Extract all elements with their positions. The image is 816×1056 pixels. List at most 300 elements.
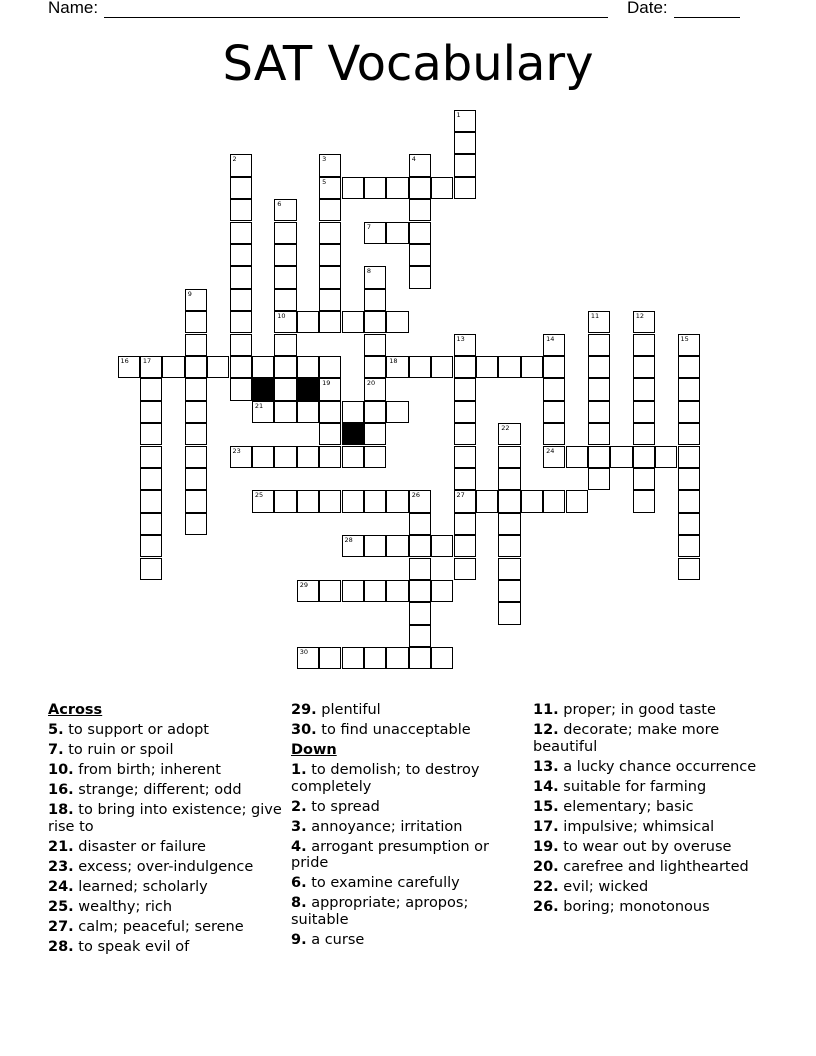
clue-text: to ruin or spoil xyxy=(63,742,174,758)
grid-cell[interactable] xyxy=(319,222,341,244)
grid-cell[interactable] xyxy=(140,378,162,400)
down-clue xyxy=(533,879,769,896)
grid-cell[interactable] xyxy=(274,266,296,288)
grid-cell[interactable] xyxy=(678,423,700,445)
grid-cell[interactable] xyxy=(364,356,386,378)
grid-cell[interactable] xyxy=(678,378,700,400)
clue-number: 9 xyxy=(187,289,192,298)
clue-label: 27. xyxy=(48,918,74,935)
down-clue xyxy=(533,722,769,755)
grid-cell[interactable] xyxy=(364,311,386,333)
clue-text: excess; over-indulgence xyxy=(73,858,254,875)
grid-cell[interactable] xyxy=(140,558,162,580)
grid-cell[interactable] xyxy=(409,602,431,624)
grid-cell[interactable] xyxy=(454,513,476,535)
grid-cell[interactable] xyxy=(230,154,252,176)
across-clue xyxy=(48,879,284,896)
grid-cell[interactable] xyxy=(633,334,655,356)
clue-label: 14. xyxy=(533,778,559,795)
grid-cell[interactable] xyxy=(185,468,207,490)
grid-cell[interactable] xyxy=(274,446,296,468)
clue-number: 16 xyxy=(120,356,129,365)
grid-cell[interactable] xyxy=(230,334,252,356)
clue-number: 18 xyxy=(389,356,398,365)
grid-cell[interactable] xyxy=(342,647,364,669)
grid-cell[interactable] xyxy=(319,266,341,288)
grid-cell[interactable] xyxy=(454,132,476,154)
clue-label: 13. xyxy=(533,758,559,775)
grid-cell[interactable] xyxy=(409,199,431,221)
clue-number: 8 xyxy=(366,267,372,276)
grid-cell[interactable] xyxy=(386,177,408,199)
grid-cell[interactable] xyxy=(274,401,296,423)
grid-cell[interactable] xyxy=(633,468,655,490)
black-square xyxy=(297,378,319,400)
grid-cell[interactable] xyxy=(543,490,565,512)
down-clue xyxy=(291,819,527,836)
clue-label: 30. xyxy=(291,722,317,738)
black-square xyxy=(342,423,364,445)
grid-cell[interactable] xyxy=(543,423,565,445)
clue-text: to bring into existence; give rise to xyxy=(48,802,282,835)
clue-number: 15 xyxy=(680,334,689,343)
clue-label: 19. xyxy=(533,838,559,855)
grid-cell[interactable] xyxy=(409,356,431,378)
grid-cell[interactable] xyxy=(409,625,431,647)
grid-cell[interactable] xyxy=(409,580,431,602)
clue-label: 1. xyxy=(291,762,307,778)
grid-cell[interactable] xyxy=(364,334,386,356)
grid-cell[interactable] xyxy=(588,446,610,468)
clue-number: 10 xyxy=(277,312,286,321)
clue-label: 18. xyxy=(48,802,74,818)
clue-label: 12. xyxy=(533,722,559,738)
grid-cell[interactable] xyxy=(274,356,296,378)
clue-label: 25. xyxy=(48,898,74,915)
clue-number: 30 xyxy=(299,648,308,657)
clue-label: 3. xyxy=(291,818,307,835)
grid-cell[interactable] xyxy=(342,311,364,333)
grid-cell[interactable] xyxy=(364,647,386,669)
grid-cell[interactable] xyxy=(498,535,520,557)
grid-cell[interactable] xyxy=(297,647,319,669)
down-clue xyxy=(533,819,769,836)
across-clue xyxy=(48,782,284,799)
grid-cell[interactable] xyxy=(252,490,274,512)
date-label: Date: xyxy=(627,0,668,17)
grid-cell[interactable] xyxy=(252,356,274,378)
grid-cell[interactable] xyxy=(342,580,364,602)
clue-label: 7. xyxy=(48,742,64,758)
grid-cell[interactable] xyxy=(342,446,364,468)
clues-column-2 xyxy=(291,702,527,952)
grid-cell[interactable] xyxy=(274,222,296,244)
grid-cell[interactable] xyxy=(386,647,408,669)
grid-cell[interactable] xyxy=(118,356,140,378)
grid-cell[interactable] xyxy=(319,244,341,266)
grid-cell[interactable] xyxy=(431,647,453,669)
grid-cell[interactable] xyxy=(633,401,655,423)
clue-number: 24 xyxy=(546,446,555,455)
clue-label: 11. xyxy=(533,702,559,718)
grid-cell[interactable] xyxy=(364,222,386,244)
clue-number: 21 xyxy=(254,401,264,410)
grid-cell[interactable] xyxy=(454,558,476,580)
grid-cell[interactable] xyxy=(454,535,476,557)
clue-number: 3 xyxy=(322,155,327,164)
down-clue xyxy=(533,759,769,776)
grid-cell[interactable] xyxy=(633,356,655,378)
down-clue xyxy=(291,799,527,816)
grid-cell[interactable] xyxy=(364,446,386,468)
grid-cell[interactable] xyxy=(364,535,386,557)
clue-label: 21. xyxy=(48,838,74,855)
grid-cell[interactable] xyxy=(319,446,341,468)
grid-cell[interactable] xyxy=(386,222,408,244)
clue-label: 5. xyxy=(48,722,64,738)
clue-number: 1 xyxy=(456,110,461,119)
clues-column-1 xyxy=(48,702,284,959)
grid-cell[interactable] xyxy=(543,401,565,423)
down-clue xyxy=(533,899,769,916)
grid-cell[interactable] xyxy=(274,289,296,311)
clue-label: 9. xyxy=(291,931,307,948)
grid-cell[interactable] xyxy=(185,401,207,423)
clue-label: 15. xyxy=(533,798,559,815)
grid-cell[interactable] xyxy=(185,356,207,378)
grid-cell[interactable] xyxy=(678,468,700,490)
grid-cell[interactable] xyxy=(543,334,565,356)
grid-cell[interactable] xyxy=(140,423,162,445)
clue-number: 13 xyxy=(456,334,465,343)
grid-cell[interactable] xyxy=(409,513,431,535)
clue-text: from birth; inherent xyxy=(73,762,221,778)
grid-cell[interactable] xyxy=(319,311,341,333)
grid-cell[interactable] xyxy=(409,558,431,580)
clue-text: disaster or failure xyxy=(73,838,206,855)
grid-cell[interactable] xyxy=(431,356,453,378)
grid-cell[interactable] xyxy=(319,177,341,199)
grid-cell[interactable] xyxy=(140,513,162,535)
grid-cell[interactable] xyxy=(185,513,207,535)
grid-cell[interactable] xyxy=(610,446,632,468)
grid-cell[interactable] xyxy=(319,154,341,176)
across-heading: Across xyxy=(48,702,103,718)
grid-cell[interactable] xyxy=(543,446,565,468)
grid-cell[interactable] xyxy=(678,334,700,356)
grid-cell[interactable] xyxy=(521,356,543,378)
clue-number: 19 xyxy=(322,379,331,388)
grid-cell[interactable] xyxy=(498,580,520,602)
grid-cell[interactable] xyxy=(633,423,655,445)
grid-cell[interactable] xyxy=(342,490,364,512)
clue-text: a curse xyxy=(306,931,365,948)
grid-cell[interactable] xyxy=(678,558,700,580)
grid-cell[interactable] xyxy=(230,266,252,288)
down-clue xyxy=(533,859,769,876)
grid-cell[interactable] xyxy=(409,244,431,266)
grid-cell[interactable] xyxy=(364,177,386,199)
grid-cell[interactable] xyxy=(543,356,565,378)
grid-cell[interactable] xyxy=(498,446,520,468)
grid-cell[interactable] xyxy=(498,356,520,378)
grid-cell[interactable] xyxy=(633,446,655,468)
grid-cell[interactable] xyxy=(319,378,341,400)
grid-cell[interactable] xyxy=(230,356,252,378)
grid-cell[interactable] xyxy=(185,423,207,445)
grid-cell[interactable] xyxy=(342,535,364,557)
grid-cell[interactable] xyxy=(386,356,408,378)
grid-cell[interactable] xyxy=(185,334,207,356)
grid-cell[interactable] xyxy=(364,266,386,288)
clue-text: elementary; basic xyxy=(558,798,694,815)
grid-cell[interactable] xyxy=(140,490,162,512)
clue-text: calm; peaceful; serene xyxy=(73,918,244,935)
grid-cell[interactable] xyxy=(297,580,319,602)
clue-text: to find unacceptable xyxy=(316,722,471,738)
grid-cell[interactable] xyxy=(297,356,319,378)
grid-cell[interactable] xyxy=(409,535,431,557)
grid-cell[interactable] xyxy=(364,490,386,512)
grid-cell[interactable] xyxy=(230,244,252,266)
grid-cell[interactable] xyxy=(566,490,588,512)
clue-number: 22 xyxy=(501,424,510,433)
grid-cell[interactable] xyxy=(476,356,498,378)
across-clue xyxy=(48,742,284,759)
clue-number: 4 xyxy=(411,155,416,164)
across-clue xyxy=(48,859,284,876)
grid-cell[interactable] xyxy=(274,378,296,400)
across-clue xyxy=(48,919,284,936)
grid-cell[interactable] xyxy=(274,334,296,356)
grid-cell[interactable] xyxy=(476,490,498,512)
grid-cell[interactable] xyxy=(297,401,319,423)
black-square xyxy=(252,378,274,400)
grid-cell[interactable] xyxy=(521,490,543,512)
grid-cell[interactable] xyxy=(140,446,162,468)
clue-number: 28 xyxy=(344,536,353,545)
across-clue xyxy=(48,939,284,956)
grid-cell[interactable] xyxy=(364,423,386,445)
grid-cell[interactable] xyxy=(588,423,610,445)
grid-cell[interactable] xyxy=(588,311,610,333)
grid-cell[interactable] xyxy=(140,401,162,423)
clue-number: 26 xyxy=(411,491,420,500)
down-clue xyxy=(533,702,769,719)
grid-cell[interactable] xyxy=(498,513,520,535)
across-clue xyxy=(48,899,284,916)
clue-text: to support or adopt xyxy=(63,722,209,738)
grid-cell[interactable] xyxy=(297,311,319,333)
grid-cell[interactable] xyxy=(274,311,296,333)
down-clue-list-continued xyxy=(533,702,769,915)
clue-text: carefree and lighthearted xyxy=(558,858,749,875)
grid-cell[interactable] xyxy=(207,356,229,378)
grid-cell[interactable] xyxy=(633,490,655,512)
grid-cell[interactable] xyxy=(364,580,386,602)
clue-text: plentiful xyxy=(316,702,381,718)
grid-cell[interactable] xyxy=(409,266,431,288)
grid-cell[interactable] xyxy=(454,446,476,468)
grid-cell[interactable] xyxy=(319,490,341,512)
grid-cell[interactable] xyxy=(498,558,520,580)
clue-label: 10. xyxy=(48,762,74,778)
grid-cell[interactable] xyxy=(297,446,319,468)
down-clue xyxy=(533,779,769,796)
clue-text: to examine carefully xyxy=(306,875,460,891)
grid-cell[interactable] xyxy=(319,423,341,445)
grid-cell[interactable] xyxy=(230,311,252,333)
grid-cell[interactable] xyxy=(230,378,252,400)
grid-cell[interactable] xyxy=(140,356,162,378)
grid-cell[interactable] xyxy=(319,647,341,669)
clue-label: 17. xyxy=(533,818,559,835)
clue-text: appropriate; apropos; suitable xyxy=(291,895,469,928)
grid-cell[interactable] xyxy=(364,378,386,400)
grid-cell[interactable] xyxy=(678,356,700,378)
grid-cell[interactable] xyxy=(454,490,476,512)
grid-cell[interactable] xyxy=(319,356,341,378)
grid-cell[interactable] xyxy=(364,289,386,311)
grid-cell[interactable] xyxy=(633,378,655,400)
clue-label: 6. xyxy=(291,875,307,891)
grid-cell[interactable] xyxy=(454,378,476,400)
grid-cell[interactable] xyxy=(431,580,453,602)
across-clue xyxy=(291,722,527,739)
grid-cell[interactable] xyxy=(454,356,476,378)
grid-cell[interactable] xyxy=(655,446,677,468)
clue-label: 8. xyxy=(291,895,307,911)
grid-cell[interactable] xyxy=(543,378,565,400)
grid-cell[interactable] xyxy=(230,289,252,311)
grid-cell[interactable] xyxy=(386,401,408,423)
grid-cell[interactable] xyxy=(409,490,431,512)
grid-cell[interactable] xyxy=(386,580,408,602)
grid-cell[interactable] xyxy=(454,423,476,445)
grid-cell[interactable] xyxy=(185,378,207,400)
grid-cell[interactable] xyxy=(140,535,162,557)
grid-cell[interactable] xyxy=(588,356,610,378)
clue-text: evil; wicked xyxy=(558,878,649,895)
down-clue-list xyxy=(291,762,527,948)
grid-cell[interactable] xyxy=(678,401,700,423)
grid-cell[interactable] xyxy=(230,446,252,468)
grid-cell[interactable] xyxy=(588,378,610,400)
clue-text: impulsive; whimsical xyxy=(558,818,715,835)
grid-cell[interactable] xyxy=(454,334,476,356)
grid-cell[interactable] xyxy=(409,647,431,669)
grid-cell[interactable] xyxy=(431,535,453,557)
grid-cell[interactable] xyxy=(566,446,588,468)
clue-text: arrogant presumption or pride xyxy=(291,838,489,871)
grid-cell[interactable] xyxy=(498,423,520,445)
clue-text: to spread xyxy=(306,798,380,815)
clue-number: 6 xyxy=(277,200,282,209)
clue-label: 28. xyxy=(48,938,74,955)
grid-cell[interactable] xyxy=(319,199,341,221)
grid-cell[interactable] xyxy=(274,199,296,221)
clue-number: 29 xyxy=(299,580,308,589)
grid-cell[interactable] xyxy=(140,468,162,490)
grid-cell[interactable] xyxy=(386,535,408,557)
clue-number: 12 xyxy=(635,312,644,321)
grid-cell[interactable] xyxy=(454,401,476,423)
grid-cell[interactable] xyxy=(252,446,274,468)
across-clue xyxy=(48,762,284,779)
grid-cell[interactable] xyxy=(431,177,453,199)
clue-label: 20. xyxy=(533,858,559,875)
grid-cell[interactable] xyxy=(498,468,520,490)
clue-label: 2. xyxy=(291,798,307,815)
grid-cell[interactable] xyxy=(454,154,476,176)
grid-cell[interactable] xyxy=(185,446,207,468)
grid-cell[interactable] xyxy=(319,289,341,311)
grid-cell[interactable] xyxy=(386,311,408,333)
grid-cell[interactable] xyxy=(364,401,386,423)
grid-cell[interactable] xyxy=(185,490,207,512)
grid-cell[interactable] xyxy=(454,177,476,199)
grid-cell[interactable] xyxy=(274,244,296,266)
clue-text: learned; scholarly xyxy=(73,878,208,895)
grid-cell[interactable] xyxy=(409,222,431,244)
grid-cell[interactable] xyxy=(342,401,364,423)
grid-cell[interactable] xyxy=(319,580,341,602)
down-clue xyxy=(291,932,527,949)
grid-cell[interactable] xyxy=(252,401,274,423)
clue-label: 24. xyxy=(48,878,74,895)
grid-cell[interactable] xyxy=(185,289,207,311)
clue-label: 23. xyxy=(48,858,74,875)
grid-cell[interactable] xyxy=(678,446,700,468)
down-clue xyxy=(291,839,527,872)
grid-cell[interactable] xyxy=(274,490,296,512)
grid-cell[interactable] xyxy=(678,490,700,512)
grid-cell[interactable] xyxy=(678,535,700,557)
clue-text: suitable for farming xyxy=(558,778,707,795)
grid-cell[interactable] xyxy=(230,199,252,221)
grid-cell[interactable] xyxy=(319,401,341,423)
grid-cell[interactable] xyxy=(409,177,431,199)
grid-cell[interactable] xyxy=(230,222,252,244)
clues-column-3 xyxy=(533,702,769,919)
grid-cell[interactable] xyxy=(342,177,364,199)
clue-text: to speak evil of xyxy=(73,938,190,955)
name-label: Name: xyxy=(48,0,99,17)
grid-cell[interactable] xyxy=(633,311,655,333)
clue-text: wealthy; rich xyxy=(73,898,173,915)
grid-cell[interactable] xyxy=(498,602,520,624)
grid-cell[interactable] xyxy=(185,311,207,333)
grid-cell[interactable] xyxy=(386,490,408,512)
grid-cell[interactable] xyxy=(454,468,476,490)
clue-text: boring; monotonous xyxy=(558,898,710,915)
grid-cell[interactable] xyxy=(454,110,476,132)
clue-label: 29. xyxy=(291,702,317,718)
across-clue xyxy=(48,722,284,739)
across-clue-list xyxy=(48,722,284,955)
grid-cell[interactable] xyxy=(498,490,520,512)
grid-cell[interactable] xyxy=(588,334,610,356)
grid-cell[interactable] xyxy=(162,356,184,378)
grid-cell[interactable] xyxy=(588,468,610,490)
grid-cell[interactable] xyxy=(588,401,610,423)
grid-cell[interactable] xyxy=(230,177,252,199)
clue-text: decorate; make more beautiful xyxy=(533,722,720,755)
across-clue xyxy=(291,702,527,719)
grid-cell[interactable] xyxy=(409,154,431,176)
grid-cell[interactable] xyxy=(297,490,319,512)
grid-cell[interactable] xyxy=(678,513,700,535)
